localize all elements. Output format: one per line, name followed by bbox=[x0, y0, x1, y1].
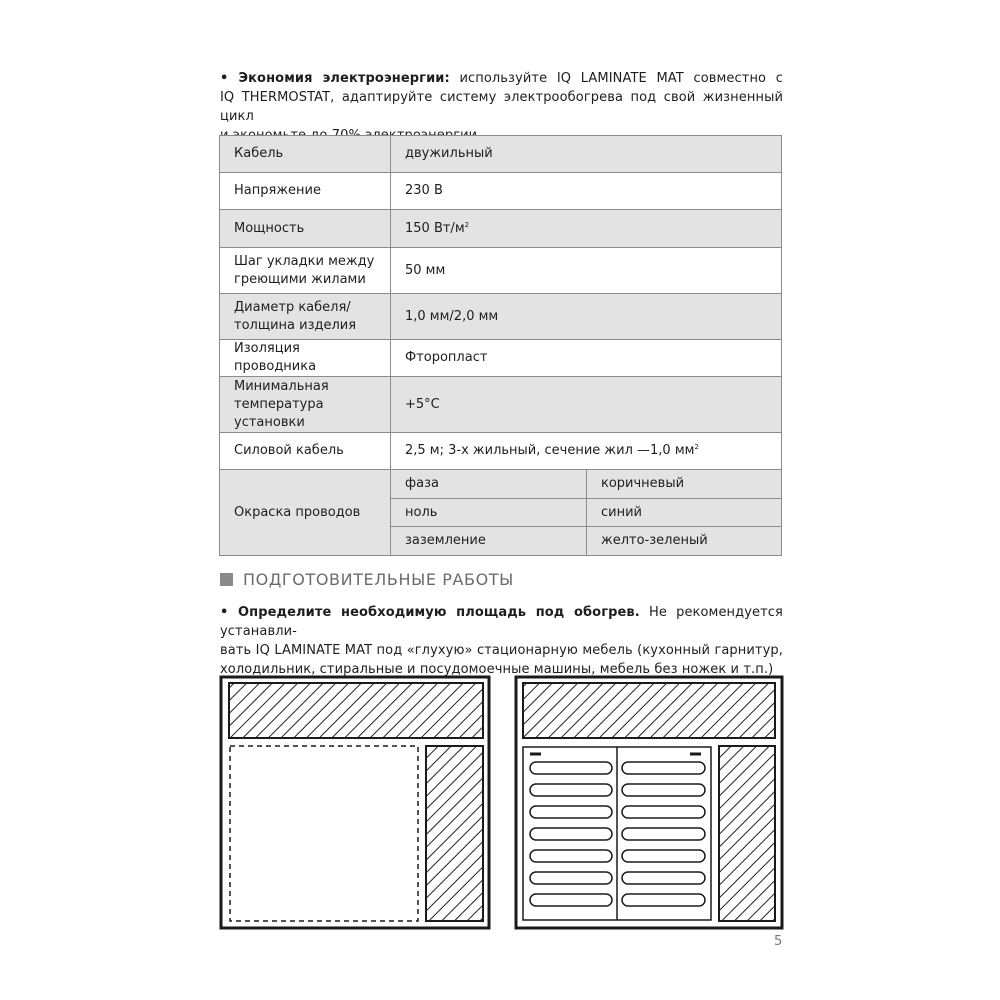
heating-cable-right bbox=[622, 762, 705, 906]
bullet: • bbox=[220, 71, 229, 86]
furniture-side bbox=[426, 746, 483, 921]
room-plan-after bbox=[516, 677, 782, 928]
cable-loop bbox=[622, 828, 705, 840]
page-number: 5 bbox=[774, 934, 783, 949]
wire-name: ноль bbox=[391, 499, 587, 527]
spec-label: Минимальная температура установки bbox=[220, 377, 391, 433]
section-title: ПОДГОТОВИТЕЛЬНЫЕ РАБОТЫ bbox=[243, 569, 514, 589]
prep-line1: Не рекомендуется устанавли- bbox=[220, 605, 783, 639]
spec-value: Фторопласт bbox=[391, 340, 782, 377]
wire-colors-label: Окраска проводов bbox=[220, 470, 391, 556]
prep-line3: холодильник, стиральные и посудомоечные машины, мебель без ножек и т.п.) bbox=[220, 662, 774, 677]
wire-color: коричневый bbox=[587, 470, 782, 499]
cable-loop bbox=[622, 806, 705, 818]
cable-loop bbox=[622, 762, 705, 774]
wire-color: синий bbox=[587, 499, 782, 527]
spec-label: Диаметр кабеля/ толщина изделия bbox=[220, 294, 391, 340]
spec-value: 2,5 м; 3-х жильный, сечение жил —1,0 $мм^2$ bbox=[391, 433, 782, 470]
cable-loop bbox=[622, 894, 705, 906]
spec-value: двужильный bbox=[391, 136, 782, 173]
economy-bold: Экономия электроэнергии: bbox=[238, 71, 450, 86]
spec-label: Кабель bbox=[220, 136, 391, 173]
spec-label: Изоляция проводника bbox=[220, 340, 391, 377]
economy-line1: используйте IQ LAMINATE MAT совместно с bbox=[459, 71, 783, 86]
spec-label: Напряжение bbox=[220, 173, 391, 210]
furniture-side bbox=[719, 746, 775, 921]
spec-value: 1,0 мм/2,0 мм bbox=[391, 294, 782, 340]
prep-bold: Определите необходимую площадь под обогрев. bbox=[237, 605, 640, 620]
cable-loop bbox=[622, 850, 705, 862]
spec-label: Мощность bbox=[220, 210, 391, 248]
cable-loop bbox=[530, 762, 612, 774]
heating-cable-left bbox=[530, 762, 612, 906]
economy-line2: IQ THERMOSTAT, адаптируйте систему электрообогрева под свой жизненный цикл bbox=[220, 90, 783, 124]
furniture-top bbox=[229, 683, 483, 738]
spec-value: 150 $Вт/м^2$ bbox=[391, 210, 782, 248]
room-plan-before bbox=[221, 677, 489, 928]
wire-name: заземление bbox=[391, 527, 587, 556]
wire-name: фаза bbox=[391, 470, 587, 499]
cable-loop bbox=[530, 784, 612, 796]
cable-loop bbox=[530, 872, 612, 884]
spec-value: 230 В bbox=[391, 173, 782, 210]
wire-color: желто-зеленый bbox=[587, 527, 782, 556]
cable-loop bbox=[622, 784, 705, 796]
spec-value: 50 мм bbox=[391, 248, 782, 294]
cable-loop bbox=[530, 828, 612, 840]
cable-loop bbox=[622, 872, 705, 884]
cable-loop bbox=[530, 850, 612, 862]
cable-loop bbox=[530, 894, 612, 906]
bullet: • bbox=[220, 605, 229, 620]
furniture-top bbox=[523, 683, 775, 738]
prep-line2: вать IQ LAMINATE MAT под «глухую» стационарную мебель (кухонный гарнитур, bbox=[220, 643, 783, 658]
spec-label: Шаг укладки между греющими жилами bbox=[220, 248, 391, 294]
spec-value: +5°C bbox=[391, 377, 782, 433]
spec-label: Силовой кабель bbox=[220, 433, 391, 470]
cable-loop bbox=[530, 806, 612, 818]
